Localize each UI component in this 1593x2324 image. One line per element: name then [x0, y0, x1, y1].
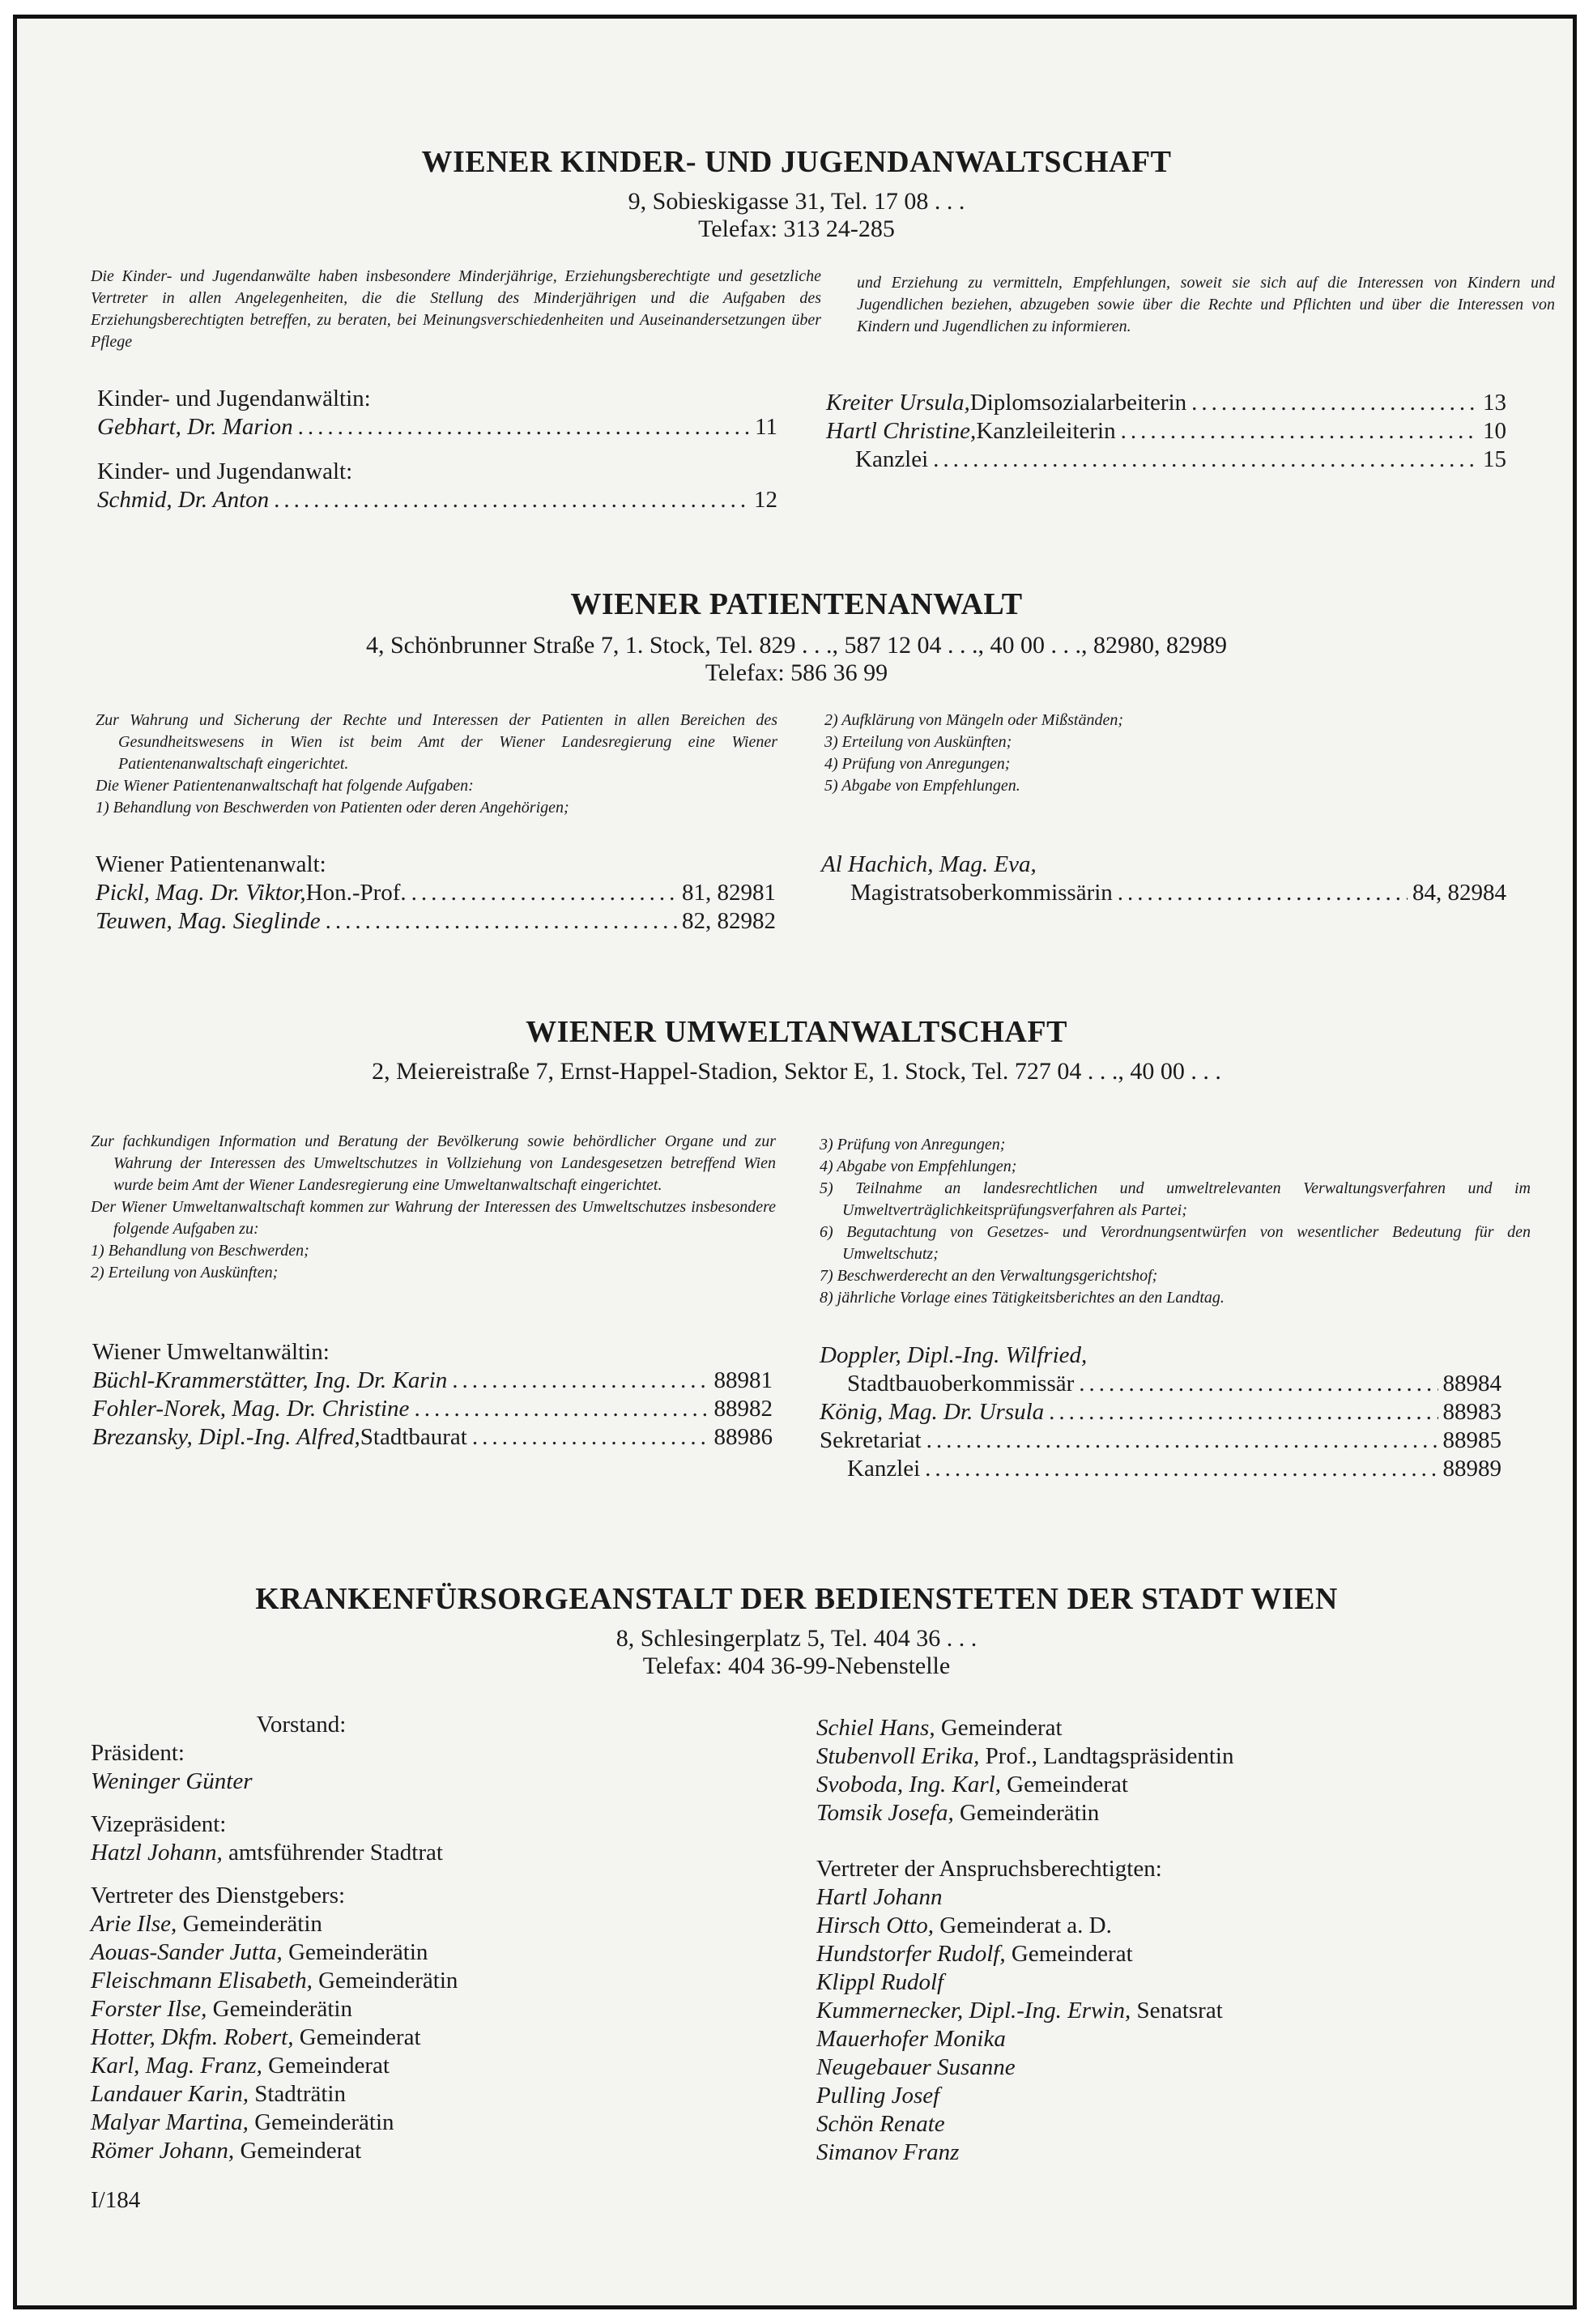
- role-label: Vertreter der Anspruchsberechtigten:: [816, 1856, 1162, 1882]
- section-title-kinder-jugendanwaltschaft: WIENER KINDER- UND JUGENDANWALTSCHAFT: [421, 145, 1172, 179]
- role-label: Präsident:: [91, 1740, 185, 1766]
- directory-entry: Hartl Christine, Kanzleileiterin ..... 10: [826, 417, 1506, 446]
- member-entry: Fleischmann Elisabeth, Gemeinderätin: [91, 1968, 458, 1994]
- extension-number: 88989: [1442, 1456, 1501, 1482]
- member-entry: Simanov Franz: [816, 2139, 960, 2165]
- section1-left-list: [97, 385, 777, 514]
- section4-telefax: Telefax: 404 36-99-Nebenstelle: [642, 1652, 951, 1679]
- member-entry: Arie Ilse, Gemeinderätin: [91, 1911, 322, 1937]
- section2-left-list: [96, 851, 776, 936]
- anspruchsberechtigte-list: [816, 1883, 1529, 2167]
- member-entry: Mauerhofer Monika: [816, 2026, 1006, 2052]
- extension-number: 10: [1483, 418, 1506, 444]
- role-label: Vizepräsident:: [91, 1811, 227, 1837]
- role-label: Kinder- und Jugendanwältin:: [97, 386, 371, 411]
- section2-telefax: Telefax: 586 36 99: [705, 659, 888, 686]
- section4-address: 8, Schlesingerplatz 5, Tel. 404 36 . . .: [615, 1625, 978, 1652]
- section1-description-right: und Erziehung zu vermitteln, Empfehlungen, soweit sie sich auf die Interessen von Kindern und Jugendlichen beziehen, abzugeben sowie über die Rechte und Pflichten und über die Interessen von Kindern und Jugendlichen zu informieren.: [857, 274, 1555, 335]
- extension-number: 88983: [1442, 1399, 1501, 1425]
- section2-description-right: 2) Aufklärung von Mängeln oder Mißständen; 3) Erteilung von Auskünften; 4) Prüfung von Anregungen; 5) Abgabe von Empfehlungen.: [824, 711, 1124, 795]
- section1-right-list: [826, 389, 1506, 474]
- member-entry: Karl, Mag. Franz, Gemeinderat: [91, 2053, 390, 2079]
- directory-entry-name: Doppler, Dipl.-Ing. Wilfried,: [820, 1342, 1088, 1368]
- directory-entry: Pickl, Mag. Dr. Viktor, Hon.-Prof. ..... 81, 82981: [96, 879, 776, 907]
- role-label: Kinder- und Jugendanwalt:: [97, 458, 353, 484]
- directory-entry: Fohler-Norek, Mag. Dr. Christine ..... 88982: [92, 1395, 773, 1423]
- section1-telefax: Telefax: 313 24-285: [698, 215, 895, 242]
- directory-entry: Schmid, Dr. Anton ..... 12: [97, 486, 777, 514]
- extension-number: 88986: [713, 1424, 773, 1450]
- extension-number: 15: [1483, 446, 1506, 472]
- directory-entry: Büchl-Krammerstätter, Ing. Dr. Karin ..... 88981: [92, 1367, 773, 1395]
- member-entry: Landauer Karin, Stadträtin: [91, 2081, 346, 2107]
- section3-right-list: [820, 1341, 1501, 1483]
- directory-entry-name: Al Hachich, Mag. Eva,: [821, 851, 1037, 877]
- dienstgeber-list: [91, 1910, 512, 2165]
- member-name: Weninger Günter: [91, 1768, 253, 1794]
- extension-number: 81, 82981: [682, 880, 776, 906]
- role-label: Wiener Patientenanwalt:: [96, 851, 326, 877]
- vorstand-heading: Vorstand:: [256, 1712, 347, 1738]
- extension-number: 13: [1483, 390, 1506, 416]
- directory-entry: Magistratsoberkommissärin ..... 84, 82984: [821, 879, 1506, 907]
- member-entry: Schön Renate: [816, 2111, 945, 2137]
- section1-description-left: Die Kinder- und Jugendanwälte haben insbesondere Minderjährige, Erziehungsberechtigte und gesetzliche Vertreter in allen Angelegenheiten, die die Stellung des Minderjährigen und die Aufgaben des Erziehungsberechtigten betreffen, zu beraten, bei Meinungsverschiedenheiten und Auseinandersetzungen über Pflege: [91, 267, 821, 351]
- section2-right-list: [821, 851, 1506, 907]
- extension-number: 88981: [713, 1367, 773, 1393]
- directory-entry: Kanzlei ..... 15: [826, 446, 1506, 474]
- directory-entry: Gebhart, Dr. Marion ..... 11: [97, 413, 777, 441]
- extension-number: 84, 82984: [1412, 880, 1506, 906]
- board-right-column: [816, 1714, 1529, 2167]
- member-entry: Svoboda, Ing. Karl, Gemeinderat: [816, 1772, 1128, 1797]
- section3-address: 2, Meiereistraße 7, Ernst-Happel-Stadion, Sektor E, 1. Stock, Tel. 727 04 . . ., 40 00 . . .: [372, 1058, 1221, 1085]
- extension-number: 88982: [713, 1396, 773, 1422]
- directory-entry: Brezansky, Dipl.-Ing. Alfred, Stadtbaurat ..... 88986: [92, 1423, 773, 1452]
- member-entry: Forster Ilse, Gemeinderätin: [91, 1996, 352, 2022]
- member-entry: Klippl Rudolf: [816, 1969, 944, 1995]
- member-entry: Hartl Johann: [816, 1884, 943, 1910]
- extension-number: 88984: [1442, 1371, 1501, 1397]
- member-entry: Hirsch Otto, Gemeinderat a. D.: [816, 1913, 1112, 1938]
- directory-entry: Stadtbauoberkommissär ..... 88984: [820, 1370, 1501, 1398]
- extension-number: 88985: [1442, 1427, 1501, 1453]
- page-number: I/184: [91, 2187, 141, 2213]
- section2-address: 4, Schönbrunner Straße 7, 1. Stock, Tel. 829 . . ., 587 12 04 . . ., 40 00 . . ., 82980, 82989: [365, 632, 1228, 659]
- section3-description-left: Zur fachkundigen Information und Beratung der Bevölkerung sowie behördlicher Organe und zur Wahrung der Interessen des Umweltschutzes in Vollziehung von Landesgesetzen betreffend Wien wurde beim Amt der Wiener Landesregierung eine Umweltanwaltschaft eingerichtet. Der Wiener Umweltanwaltschaft kommen zur Wahrung der Interessen des Umweltschutzes insbesondere folgende Aufgaben zu: 1) Behandlung von Beschwerden; 2) Erteilung von Auskünften;: [91, 1132, 776, 1281]
- board-left-column: [91, 1711, 512, 2165]
- section-title-umweltanwaltschaft: WIENER UMWELTANWALTSCHAFT: [526, 1015, 1067, 1049]
- member-entry: Hatzl Johann, amtsführender Stadtrat: [91, 1840, 443, 1866]
- member-entry: Hotter, Dkfm. Robert, Gemeinderat: [91, 2024, 421, 2050]
- role-label: Vertreter des Dienstgebers:: [91, 1883, 346, 1908]
- member-entry: Römer Johann, Gemeinderat: [91, 2138, 362, 2164]
- section3-description-right: 3) Prüfung von Anregungen; 4) Abgabe von Empfehlungen; 5) Teilnahme an landesrechtlichen und umweltrelevanten Verwaltungsverfahren und im Umweltverträglichkeitsprüfungsverfahren als Partei; 6) Begutachtung von Gesetzes- und Verordnungsentwürfen von wesentlicher Bedeutung für den Umweltschutz; 7) Beschwerderecht an den Verwaltungsgerichtshof; 8) jährliche Vorlage eines Tätigkeitsberichtes an den Landtag.: [820, 1136, 1531, 1307]
- section1-address: 9, Sobieskigasse 31, Tel. 17 08 . . .: [628, 188, 965, 215]
- member-entry: Neugebauer Susanne: [816, 2054, 1016, 2080]
- member-entry: Pulling Josef: [816, 2083, 940, 2109]
- member-entry: Aouas-Sander Jutta, Gemeinderätin: [91, 1939, 428, 1965]
- member-entry: Malyar Martina, Gemeinderätin: [91, 2109, 394, 2135]
- extension-number: 82, 82982: [682, 908, 776, 934]
- member-entry: Hundstorfer Rudolf, Gemeinderat: [816, 1941, 1133, 1967]
- member-entry: Schiel Hans, Gemeinderat: [816, 1715, 1063, 1741]
- section-title-patientenanwalt: WIENER PATIENTENANWALT: [570, 587, 1023, 621]
- section2-description-left: Zur Wahrung und Sicherung der Rechte und Interessen der Patienten in allen Bereichen des Gesundheitswesens in Wien ist beim Amt der Wiener Landesregierung eine Wiener Patientenanwaltschaft eingerichtet. Die Wiener Patientenanwaltschaft hat folgende Aufgaben: 1) Behandlung von Beschwerden von Patienten oder deren Angehörigen;: [96, 711, 777, 817]
- member-entry: Kummernecker, Dipl.-Ing. Erwin, Senatsrat: [816, 1998, 1223, 2023]
- extension-number: 11: [755, 414, 777, 440]
- directory-entry: Kreiter Ursula, Diplomsozialarbeiterin ..... 13: [826, 389, 1506, 417]
- extension-number: 12: [754, 487, 777, 513]
- role-label: Wiener Umweltanwältin:: [92, 1339, 330, 1365]
- member-entry: Stubenvoll Erika, Prof., Landtagspräsidentin: [816, 1743, 1234, 1769]
- directory-entry: Kanzlei ..... 88989: [820, 1455, 1501, 1483]
- directory-entry: König, Mag. Dr. Ursula ..... 88983: [820, 1398, 1501, 1426]
- directory-entry: Teuwen, Mag. Sieglinde ..... 82, 82982: [96, 907, 776, 936]
- member-entry: Tomsik Josefa, Gemeinderätin: [816, 1800, 1100, 1826]
- directory-entry: Sekretariat ..... 88985: [820, 1426, 1501, 1455]
- section-title-krankenfuersorgeanstalt: KRANKENFÜRSORGEANSTALT DER BEDIENSTETEN DER STADT WIEN: [255, 1582, 1338, 1616]
- section3-left-list: [92, 1338, 773, 1452]
